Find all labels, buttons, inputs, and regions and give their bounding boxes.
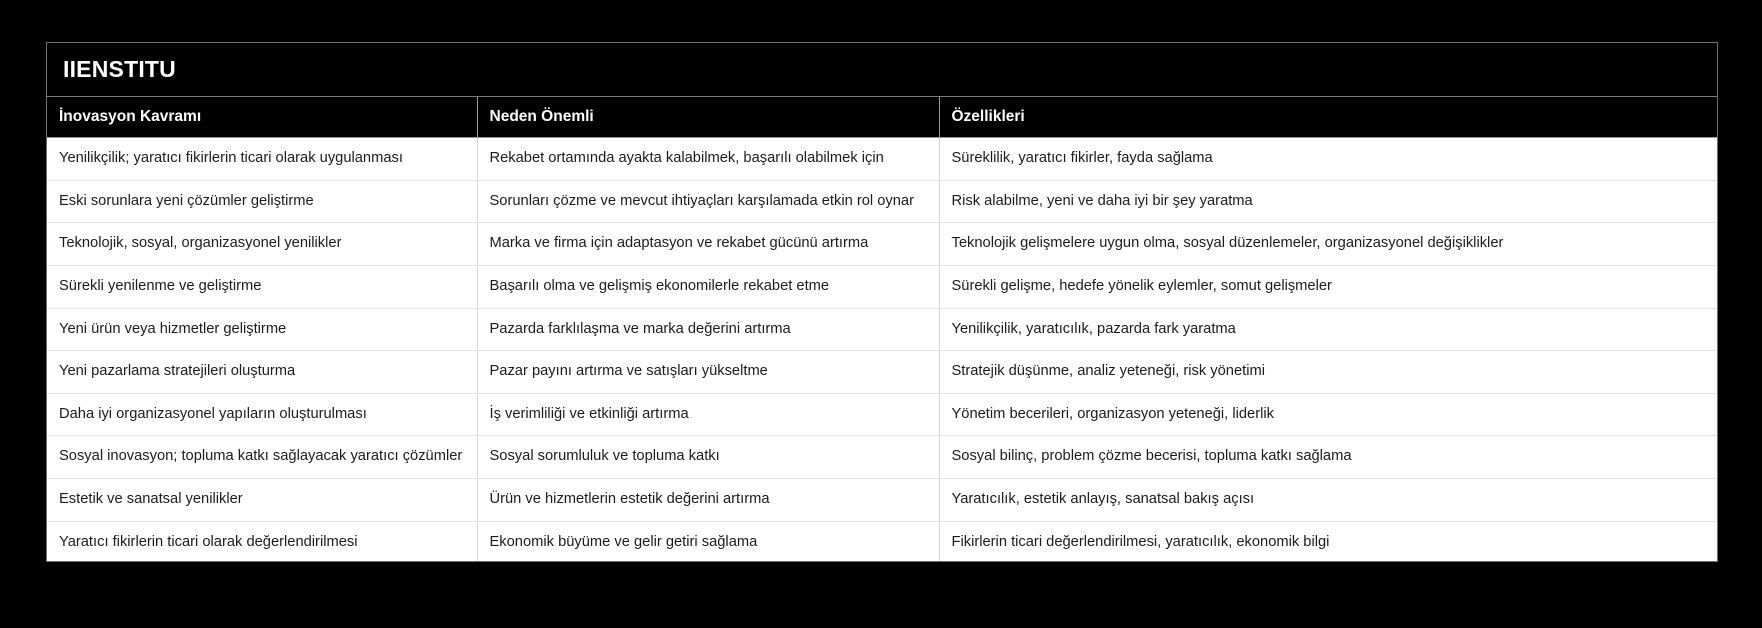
table-row[interactable]	[47, 393, 1717, 436]
cell-neden: İş verimliliği ve etkinliği artırma	[477, 393, 939, 436]
column-header-neden[interactable]: Neden Önemli	[477, 97, 939, 138]
table-row[interactable]	[47, 308, 1717, 351]
cell-neden: Sosyal sorumluluk ve topluma katkı	[477, 436, 939, 479]
table-body	[47, 138, 1717, 563]
cell-ozellikleri: Sosyal bilinç, problem çözme becerisi, topluma katkı sağlama	[939, 436, 1717, 479]
cell-neden: Rekabet ortamında ayakta kalabilmek, başarılı olabilmek için	[477, 138, 939, 181]
innovation-table	[47, 97, 1717, 562]
column-header-kavram[interactable]: İnovasyon Kavramı	[47, 97, 477, 138]
table-row[interactable]	[47, 138, 1717, 181]
cell-kavram: Eski sorunlara yeni çözümler geliştirme	[47, 180, 477, 223]
cell-ozellikleri: Teknolojik gelişmelere uygun olma, sosyal düzenlemeler, organizasyonel değişiklikler	[939, 223, 1717, 266]
brand-title: IIENSTITU	[63, 56, 176, 82]
innovation-table-card	[46, 42, 1718, 562]
cell-neden: Başarılı olma ve gelişmiş ekonomilerle rekabet etme	[477, 265, 939, 308]
cell-neden: Ekonomik büyüme ve gelir getiri sağlama	[477, 521, 939, 562]
cell-kavram: Sürekli yenilenme ve geliştirme	[47, 265, 477, 308]
table-row[interactable]	[47, 521, 1717, 562]
cell-ozellikleri: Fikirlerin ticari değerlendirilmesi, yaratıcılık, ekonomik bilgi	[939, 521, 1717, 562]
cell-kavram: Sosyal inovasyon; topluma katkı sağlayacak yaratıcı çözümler	[47, 436, 477, 479]
cell-neden: Pazar payını artırma ve satışları yükseltme	[477, 351, 939, 394]
cell-ozellikleri: Stratejik düşünme, analiz yeteneği, risk yönetimi	[939, 351, 1717, 394]
cell-ozellikleri: Yenilikçilik, yaratıcılık, pazarda fark yaratma	[939, 308, 1717, 351]
cell-kavram: Estetik ve sanatsal yenilikler	[47, 479, 477, 522]
cell-neden: Sorunları çözme ve mevcut ihtiyaçları karşılamada etkin rol oynar	[477, 180, 939, 223]
table-row[interactable]	[47, 223, 1717, 266]
cell-neden: Marka ve firma için adaptasyon ve rekabet gücünü artırma	[477, 223, 939, 266]
cell-ozellikleri: Süreklilik, yaratıcı fikirler, fayda sağlama	[939, 138, 1717, 181]
cell-kavram: Yeni pazarlama stratejileri oluşturma	[47, 351, 477, 394]
table-row[interactable]	[47, 436, 1717, 479]
cell-neden: Pazarda farklılaşma ve marka değerini artırma	[477, 308, 939, 351]
cell-kavram: Daha iyi organizasyonel yapıların oluşturulması	[47, 393, 477, 436]
table-row[interactable]	[47, 265, 1717, 308]
cell-ozellikleri: Sürekli gelişme, hedefe yönelik eylemler, somut gelişmeler	[939, 265, 1717, 308]
column-header-ozellikleri[interactable]: Özellikleri	[939, 97, 1717, 138]
table-row[interactable]	[47, 180, 1717, 223]
cell-kavram: Teknolojik, sosyal, organizasyonel yenilikler	[47, 223, 477, 266]
brand-band	[47, 43, 1717, 97]
table-row[interactable]	[47, 351, 1717, 394]
cell-neden: Ürün ve hizmetlerin estetik değerini artırma	[477, 479, 939, 522]
cell-kavram: Yeni ürün veya hizmetler geliştirme	[47, 308, 477, 351]
cell-kavram: Yaratıcı fikirlerin ticari olarak değerlendirilmesi	[47, 521, 477, 562]
cell-ozellikleri: Yaratıcılık, estetik anlayış, sanatsal bakış açısı	[939, 479, 1717, 522]
cell-ozellikleri: Risk alabilme, yeni ve daha iyi bir şey yaratma	[939, 180, 1717, 223]
table-row[interactable]	[47, 479, 1717, 522]
cell-ozellikleri: Yönetim becerileri, organizasyon yeteneği, liderlik	[939, 393, 1717, 436]
cell-kavram: Yenilikçilik; yaratıcı fikirlerin ticari olarak uygulanması	[47, 138, 477, 181]
table-head	[47, 97, 1717, 138]
table-header-row	[47, 97, 1717, 138]
